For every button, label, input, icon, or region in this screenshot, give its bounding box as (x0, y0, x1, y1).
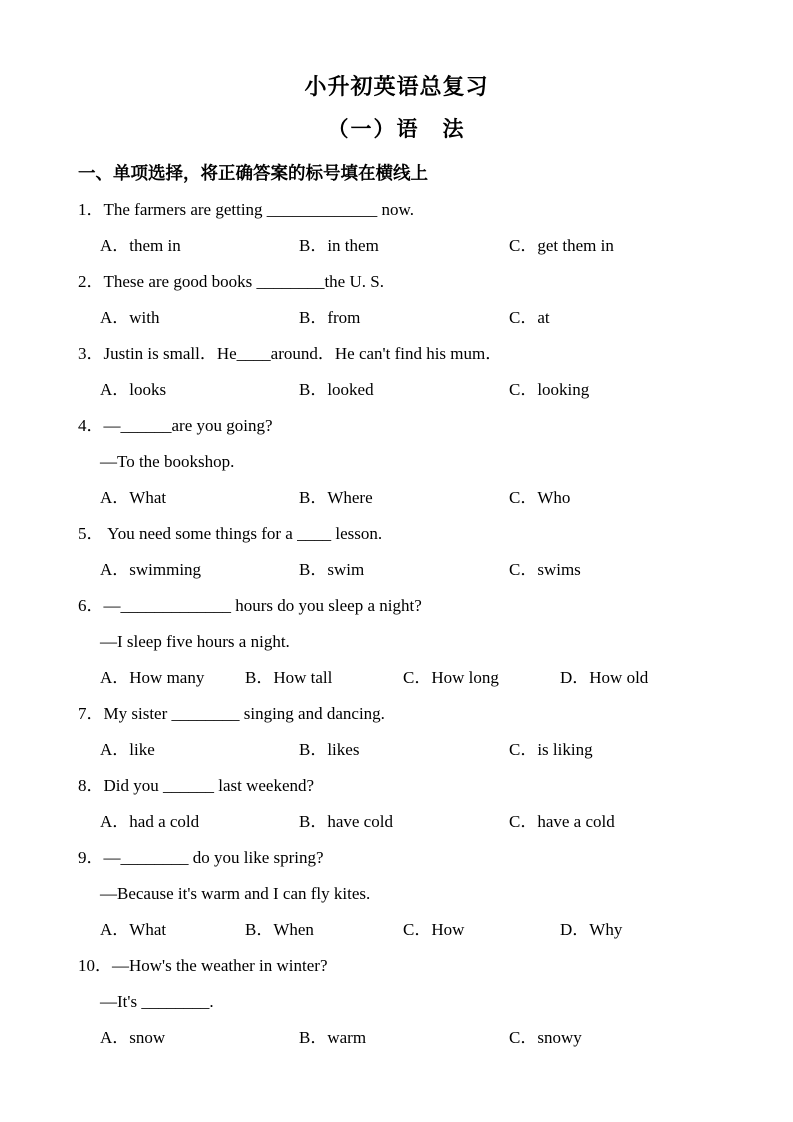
option: B．How tall (245, 668, 333, 687)
question-text: 8．Did you ______ last weekend? (78, 776, 315, 795)
option: B．swim (299, 560, 365, 579)
question-block (0, 516, 793, 588)
options-row (0, 480, 793, 516)
option: B．in them (299, 236, 379, 255)
option: C．looking (509, 380, 590, 399)
option: B．When (245, 920, 314, 939)
options-row (0, 372, 793, 408)
question-block (0, 408, 793, 516)
option: C．How (403, 920, 465, 939)
question-block (0, 948, 793, 1056)
option: D．How old (560, 668, 649, 687)
document-title: 小升初英语总复习 (304, 74, 489, 99)
options-row (0, 732, 793, 768)
options-row (0, 912, 793, 948)
options-row (0, 300, 793, 336)
dialogue-line: —Because it's warm and I can fly kites. (100, 884, 371, 903)
question-list (0, 192, 793, 1056)
question-block (0, 840, 793, 948)
option: A．snow (100, 1028, 166, 1047)
dialogue-line: —It's ________. (100, 992, 214, 1011)
option: A．What (100, 488, 167, 507)
option: A．swimming (100, 560, 202, 579)
question-block (0, 696, 793, 768)
question-block (0, 336, 793, 408)
question-block (0, 192, 793, 264)
option: C．swims (509, 560, 581, 579)
option: C．How long (403, 668, 499, 687)
option: B．Where (299, 488, 373, 507)
option: C．at (509, 308, 550, 327)
option: B．looked (299, 380, 374, 399)
option: C．snowy (509, 1028, 582, 1047)
option: C．Who (509, 488, 571, 507)
option: C．is liking (509, 740, 593, 759)
option: A．How many (100, 668, 205, 687)
question-block (0, 588, 793, 696)
document-subtitle: （一）语 法 (327, 118, 466, 141)
option: A．like (100, 740, 155, 759)
option: B．from (299, 308, 361, 327)
options-row (0, 660, 793, 696)
question-text: 9．—________ do you like spring? (78, 848, 324, 867)
option: C．get them in (509, 236, 614, 255)
option: C．have a cold (509, 812, 615, 831)
option: B．warm (299, 1028, 367, 1047)
options-row (0, 804, 793, 840)
question-text: 10．—How's the weather in winter? (78, 956, 328, 975)
section-heading: 一、单项选择，将正确答案的标号填在横线上 (78, 163, 428, 183)
question-block (0, 264, 793, 336)
option: A．looks (100, 380, 167, 399)
question-text: 3．Justin is small．He____around．He can't find his mum． (78, 344, 503, 363)
option: B．have cold (299, 812, 393, 831)
options-row (0, 552, 793, 588)
question-text: 5． You need some things for a ____ lesson. (78, 524, 383, 543)
question-text: 6．—_____________ hours do you sleep a night? (78, 596, 422, 615)
option: B．likes (299, 740, 360, 759)
options-row (0, 228, 793, 264)
option: D．Why (560, 920, 623, 939)
question-text: 1．The farmers are getting _____________ now. (78, 200, 414, 219)
option: A．them in (100, 236, 181, 255)
option: A．with (100, 308, 160, 327)
question-text: 4．—______are you going? (78, 416, 273, 435)
options-row (0, 1020, 793, 1056)
option: A．What (100, 920, 167, 939)
question-text: 7．My sister ________ singing and dancing. (78, 704, 385, 723)
question-text: 2．These are good books ________the U. S. (78, 272, 384, 291)
option: A．had a cold (100, 812, 200, 831)
dialogue-line: —To the bookshop. (100, 452, 235, 471)
dialogue-line: —I sleep five hours a night. (100, 632, 290, 651)
question-block (0, 768, 793, 840)
